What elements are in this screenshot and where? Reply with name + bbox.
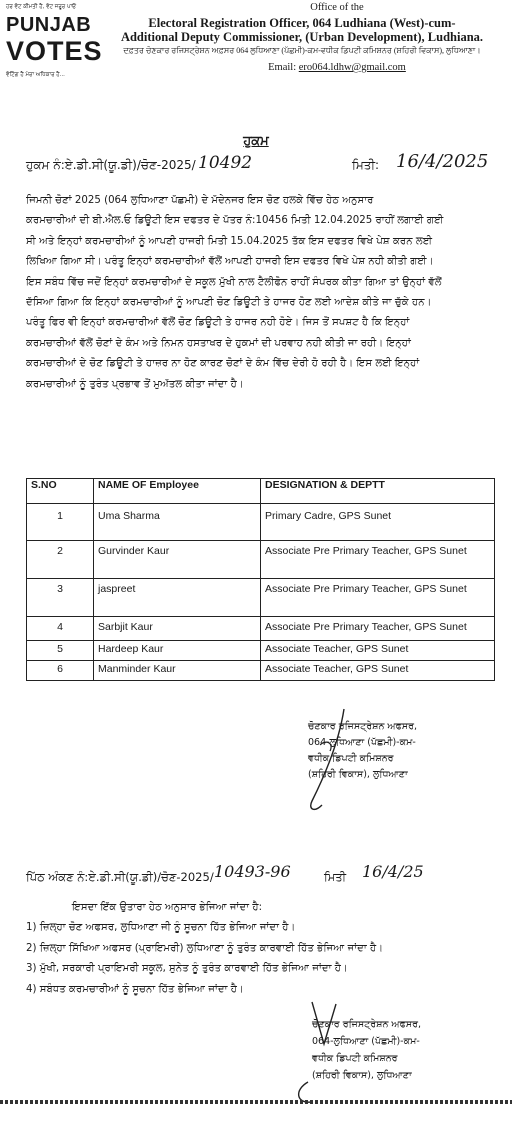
header-designation: DESIGNATION & DEPTT: [261, 479, 495, 504]
order-number-handwritten: 10492: [198, 153, 253, 173]
signature-2-line-1: ਚੋਣਕਾਰ ਰਜਿਸਟ੍ਰੇਸ਼ਨ ਅਫਸਰ,: [312, 1019, 422, 1030]
signature-1-line-1: ਚੋਣਕਾਰ ਰਜਿਸਟ੍ਰੇਸ਼ਨ ਅਫਸਰ,: [308, 721, 418, 732]
signature-2-line-3: ਵਧੀਕ ਡਿਪਟੀ ਕਮਿਸ਼ਨਰ: [312, 1053, 398, 1064]
body-line: ਜਿਮਨੀ ਚੋਣਾਂ 2025 (064 ਲੁਧਿਆਣਾ ਪੱਛਮੀ) ਦੇ ਮੱਦੇਨਜਰ ਇਸ ਚੋਣ ਹਲਕੇ ਵਿੱਚ ਹੇਠ ਅਨੁਸਾਰ: [26, 195, 374, 206]
row-designation: Associate Teacher, GPS Sunet: [261, 641, 495, 661]
endorsement-label: ਪਿੱਠ ਅੰਕਣ ਨੰ:ਏ.ਡੀ.ਸੀ(ਯੂ.ਡੀ)/ਚੋਣ-2025/: [26, 870, 214, 884]
order-number-label: ਹੁਕਮ ਨੰ:ਏ.ਡੀ.ਸੀ(ਯੂ.ਡੀ)/ਚੋਣ-2025/: [26, 158, 196, 172]
signature-block-1: [300, 705, 512, 830]
body-line: ਦੱਸਿਆ ਗਿਆ ਕਿ ਇਨ੍ਹਾਂ ਕਰਮਚਾਰੀਆਂ ਨੂੰ ਆਪਣੀ ਚੋਣ ਡਿਊਟੀ ਤੇ ਹਾਜਰ ਹੋਣ ਲਈ ਆਦੇਸ਼ ਕੀਤੇ ਜਾ ਚੁੱਕੇ ਹਨ।: [26, 297, 432, 309]
row-sno: 2: [27, 541, 94, 579]
email-line: [92, 62, 512, 74]
signature-block-2: [290, 1000, 512, 1110]
signature-2-line-4: (ਸ਼ਹਿਰੀ ਵਿਕਾਸ), ਲੁਧਿਆਣਾ: [312, 1070, 412, 1081]
letterhead: [92, 2, 512, 74]
endorsement-number-handwritten: 10493-96: [214, 862, 291, 881]
order-date-handwritten: 16/4/2025: [396, 151, 489, 172]
body-line: ਇਸ ਸਬੰਧ ਵਿੱਚ ਜਦੋਂ ਇਨ੍ਹਾਂ ਕਰਮਚਾਰੀਆਂ ਦੇ ਸਕੂਲ ਮੁੱਖੀ ਨਾਲ ਟੈਲੀਫੋਨ ਰਾਹੀਂ ਸੰਪਰਕ ਕੀਤਾ ਗਿਆ ਤਾਂ ਉਨ੍ਹਾਂ ਵੱਲੋਂ: [26, 276, 442, 288]
header-sno: S.NO: [27, 479, 94, 504]
copy-item: 2) ਜ਼ਿਲ੍ਹਾ ਸਿੱਖਿਆ ਅਫਸਰ (ਪ੍ਰਾਇਮਰੀ) ਲੁਧਿਆਣਾ ਨੂੰ ਤੁਰੰਤ ਕਾਰਵਾਈ ਹਿੱਤ ਭੇਜਿਆ ਜਾਂਦਾ ਹੈ।: [26, 942, 384, 954]
table-header-row: [27, 479, 495, 504]
row-name: jaspreet: [94, 579, 261, 617]
body-line: ਕਰਮਚਾਰੀਆਂ ਨੂੰ ਤੁਰੰਤ ਪ੍ਰਭਾਵ ਤੋਂ ਮੁਅੱਤਲ ਕੀਤਾ ਜਾਂਦਾ ਹੈ।: [26, 378, 244, 390]
row-name: Hardeep Kaur: [94, 641, 261, 661]
row-name: Gurvinder Kaur: [94, 541, 261, 579]
body-line: ਕਰਮਚਾਰੀਆਂ ਦੀ ਬੀ.ਐਲ.ਓ ਡਿਊਟੀ ਇਸ ਦਫਤਰ ਦੇ ਪੱਤਰ ਨੰ:10456 ਮਿਤੀ 12.04.2025 ਰਾਹੀਂ ਲਗਾਈ ਗਈ: [26, 215, 444, 227]
copy-intro: ਇਸਦਾ ਇੱਕ ਉਤਾਰਾ ਹੇਠ ਅਨੁਸਾਰ ਭੇਜਿਆ ਜਾਂਦਾ ਹੈ:: [72, 902, 263, 913]
office-line-1: Electoral Registration Officer, 064 Ludhiana (West)-cum-: [148, 16, 456, 30]
row-designation: Primary Cadre, GPS Sunet: [261, 504, 495, 541]
signature-1-text: [308, 719, 417, 783]
office-line-2: Additional Deputy Commissioner, (Urban Development), Ludhiana.: [120, 30, 484, 44]
employee-table: [26, 478, 495, 681]
row-name: Uma Sharma: [94, 504, 261, 541]
row-sno: 4: [27, 617, 94, 641]
row-sno: 3: [27, 579, 94, 617]
endorsement-line: [26, 862, 496, 892]
logo-tagline-top: ਹਰ ਵੋਟ ਕੀਮਤੀ ਹੈ, ਵੋਟ ਜਰੂਰ ਪਾਓ: [6, 4, 77, 10]
logo-mark-punjab: PUNJAB: [6, 14, 92, 36]
table-row: [27, 617, 495, 641]
table-row: [27, 661, 495, 681]
punjab-votes-logo: [4, 4, 103, 82]
table-row: [27, 504, 495, 541]
logo-mark-votes: VOTES: [6, 36, 103, 66]
row-name: Sarbjit Kaur: [94, 617, 261, 641]
signature-1-line-2: 064-ਲੁਧਿਆਣਾ (ਪੱਛਮੀ)-ਕਮ-: [308, 737, 416, 748]
endorsement-date-label: ਮਿਤੀ: [324, 870, 347, 884]
copy-item: 3) ਮੁੱਖੀ, ਸਰਕਾਰੀ ਪ੍ਰਾਇਮਰੀ ਸਕੂਲ, ਸੁਨੇਤ ਨੂੰ ਤੁਰੰਤ ਕਾਰਵਾਈ ਹਿੱਤ ਭੇਜਿਆ ਜਾਂਦਾ ਹੈ।: [26, 963, 348, 975]
body-line: ਕਰਮਚਾਰੀਆਂ ਦੇ ਚੋਣ ਡਿਊਟੀ ਤੇ ਹਾਜ਼ਰ ਨਾ ਹੋਣ ਕਾਰਣ ਚੋਣਾਂ ਦੇ ਕੰਮ ਵਿੱਚ ਦੇਰੀ ਹੋ ਰਹੀ ਹੈ। ਇਸ ਲਈ ਇਨ੍ਹਾਂ: [26, 358, 420, 370]
row-designation: Associate Teacher, GPS Sunet: [261, 661, 495, 681]
body-line: ਪਰੰਤੂ ਫਿਰ ਵੀ ਇਨ੍ਹਾਂ ਕਰਮਚਾਰੀਆਂ ਵੱਲੋਂ ਚੋਣ ਡਿਊਟੀ ਤੇ ਹਾਜਰ ਨਹੀ ਹੋਏ। ਜਿਸ ਤੋਂ ਸਪਸ਼ਟ ਹੈ ਕਿ ਇਨ੍ਹਾਂ: [26, 317, 410, 329]
office-line-punjabi: ਦਫ਼ਤਰ ਚੋਣਕਾਰ ਰਜਿਸਟ੍ਰੇਸ਼ਨ ਅਫ਼ਸਰ 064 ਲੁਧਿਆਣਾ (ਪੱਛਮੀ)-ਕਮ-ਵਧੀਕ ਡਿਪਟੀ ਕਮਿਸ਼ਨਰ (ਸ਼ਹਿਰੀ ਵਿਕਾਸ), ਲੁਧਿਆਣਾ।: [123, 46, 481, 55]
body-line: ਕਰਮਚਾਰੀਆਂ ਵੱਲੋਂ ਚੋਣਾਂ ਦੇ ਕੰਮ ਅਤੇ ਨਿਮਨ ਹਸਤਾਖਰ ਦੇ ਹੁਕਮਾਂ ਦੀ ਪਰਵਾਹ ਨਹੀ ਕੀਤੀ ਜਾ ਰਹੀ। ਇਨ੍ਹਾਂ: [26, 337, 411, 349]
email-link[interactable]: ero064.ldhw@gmail.com: [298, 62, 406, 73]
bottom-edge-rule: [0, 1096, 512, 1108]
header-name: NAME OF Employee: [94, 479, 261, 504]
table-row: [27, 579, 495, 617]
copy-to-list: [26, 898, 486, 1000]
row-sno: 6: [27, 661, 94, 681]
order-date-label: ਮਿਤੀ:: [352, 158, 380, 172]
office-of-label: Office of the: [310, 2, 364, 13]
logo-tagline-bottom: ਵੋਟਿੰਗ ਹੈ ਮੇਰਾ ਅਧਿਕਾਰ ਹੈ...: [6, 72, 65, 78]
body-line: ਸੀ ਅਤੇ ਇਨ੍ਹਾਂ ਕਰਮਚਾਰੀਆਂ ਨੂੰ ਆਪਣੀ ਹਾਜਰੀ ਮਿਤੀ 15.04.2025 ਤੱਕ ਇਸ ਦਫਤਰ ਵਿਖੇ ਪੇਸ਼ ਕਰਨ ਲਈ: [26, 235, 433, 247]
signature-2-text: [312, 1016, 421, 1084]
signature-1-line-4: (ਸ਼ਹਿਰੀ ਵਿਕਾਸ), ਲੁਧਿਆਣਾ: [308, 769, 408, 780]
body-line: ਲਿਖਿਆ ਗਿਆ ਸੀ। ਪਰੰਤੂ ਇਨ੍ਹਾਂ ਕਰਮਚਾਰੀਆਂ ਵੱਲੋਂ ਆਪਣੀ ਹਾਜਰੀ ਇਸ ਦਫਤਰ ਵਿਖੇ ਪੇਸ਼ ਨਹੀ ਕੀਤੀ ਗਈ।: [26, 256, 434, 268]
order-title: ਹੁਕਮ: [243, 134, 269, 149]
email-label: Email:: [268, 62, 299, 73]
row-designation: Associate Pre Primary Teacher, GPS Sunet: [261, 541, 495, 579]
copy-item: 4) ਸਬੰਧਤ ਕਰਮਚਾਰੀਆਂ ਨੂੰ ਸੂਚਨਾ ਹਿੱਤ ਭੇਜਿਆ ਜਾਂਦਾ ਹੈ।: [26, 983, 244, 995]
signature-2-line-2: 064-ਲੁਧਿਆਣਾ (ਪੱਛਮੀ)-ਕਮ-: [312, 1036, 420, 1047]
row-name: Manminder Kaur: [94, 661, 261, 681]
row-designation: Associate Pre Primary Teacher, GPS Sunet: [261, 617, 495, 641]
row-sno: 5: [27, 641, 94, 661]
table-row: [27, 541, 495, 579]
row-designation: Associate Pre Primary Teacher, GPS Sunet: [261, 579, 495, 617]
order-body: [26, 191, 502, 395]
table-row: [27, 641, 495, 661]
signature-1-line-3: ਵਧੀਕ ਡਿਪਟੀ ਕਮਿਸ਼ਨਰ: [308, 753, 394, 764]
endorsement-date-handwritten: 16/4/25: [362, 862, 424, 881]
order-number-line: [26, 153, 496, 179]
row-sno: 1: [27, 504, 94, 541]
copy-item: 1) ਜ਼ਿਲ੍ਹਾ ਚੋਣ ਅਫਸਰ, ਲੁਧਿਆਣਾ ਜੀ ਨੂੰ ਸੂਚਨਾ ਹਿੱਤ ਭੇਜਿਆ ਜਾਂਦਾ ਹੈ।: [26, 922, 296, 934]
